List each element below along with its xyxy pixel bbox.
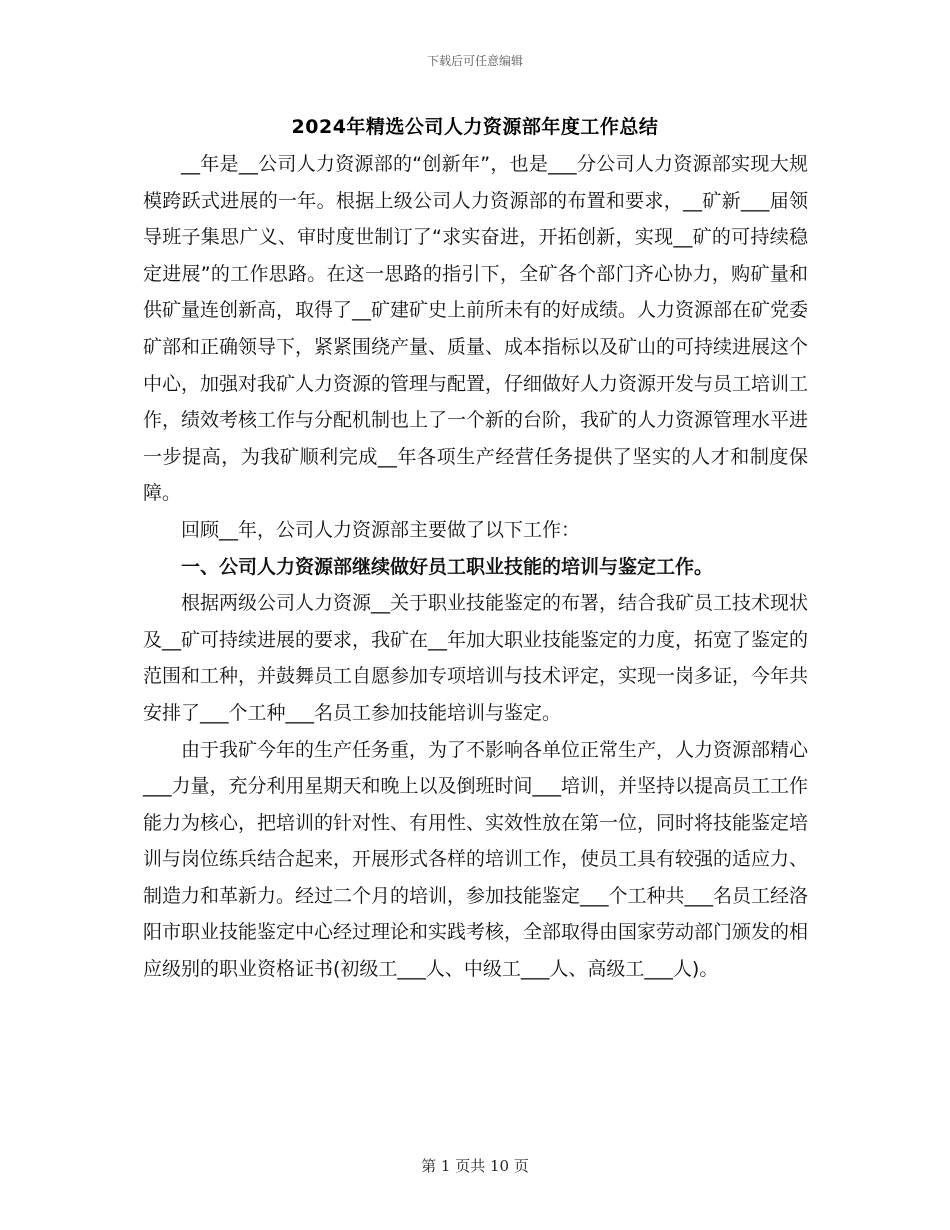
section-heading-1: 一、公司人力资源部继续做好员工职业技能的培训与鉴定工作。 (181, 555, 714, 578)
paragraph-review: 回顾__年，公司人力资源部主要做了以下工作： (181, 518, 581, 541)
document-body (143, 146, 808, 988)
paragraph-skill-appraisal: 根据两级公司人力资源__关于职业技能鉴定的布署，结合我矿员工技术现状及__矿可持续进展的要求，我矿在__年加大职业技能鉴定的力度，拓宽了鉴定的范围和工种，并鼓舞员工自愿参加专项培训与技术评定，实现一岗多证，今年共安排了___个工种___名员工参加技能培训与鉴定。 (143, 592, 809, 724)
document-title: 2024年精选公司人力资源部年度工作总结 (291, 116, 659, 138)
page-number: 第 1 页共 10 页 (421, 1157, 529, 1175)
paragraph-training: 由于我矿今年的生产任务重，为了不影响各单位正常生产，人力资源部精心___力量，充分利用星期天和晚上以及倒班时间___培训，并坚持以提高员工工作能力为核心，把培训的针对性、有用性、实效性放在第一位，同时将技能鉴定培训与岗位练兵结合起来，开展形式各样的培训工作，使员工具有较强的适应力、制造力和革新力。经过二个月的培训，参加技能鉴定___个工种共___名员工经洛阳市职业技能鉴定中心经过理论和实践考核，全部取得由国家劳动部门颁发的相应级别的职业资格证书(初级工___人、中级工___人、高级工___人)。 (143, 738, 809, 981)
header-note: 下载后可任意编辑 (426, 54, 523, 68)
paragraph-intro: __年是__公司人力资源部的“创新年”，也是___分公司人力资源部实现大规模跨跃式进展的一年。根据上级公司人力资源部的布置和要求，__矿新___届领导班子集思广义、审时度世制订了“求实奋进，开拓创新，实现__矿的可持续稳定进展”的工作思路。在这一思路的指引下，全矿各个部门齐心协力，购矿量和供矿量连创新高，取得了__矿建矿史上前所未有的好成绩。人力资源部在矿党委矿部和正确领导下，紧紧围绕产量、质量、成本指标以及矿山的可持续进展这个中心，加强对我矿人力资源的管理与配置，仔细做好人力资源开发与员工培训工作，绩效考核工作与分配机制也上了一个新的台阶，我矿的人力资源管理水平进一步提高，为我矿顺利完成__年各项生产经营任务提供了坚实的人才和制度保障。 (143, 153, 809, 505)
